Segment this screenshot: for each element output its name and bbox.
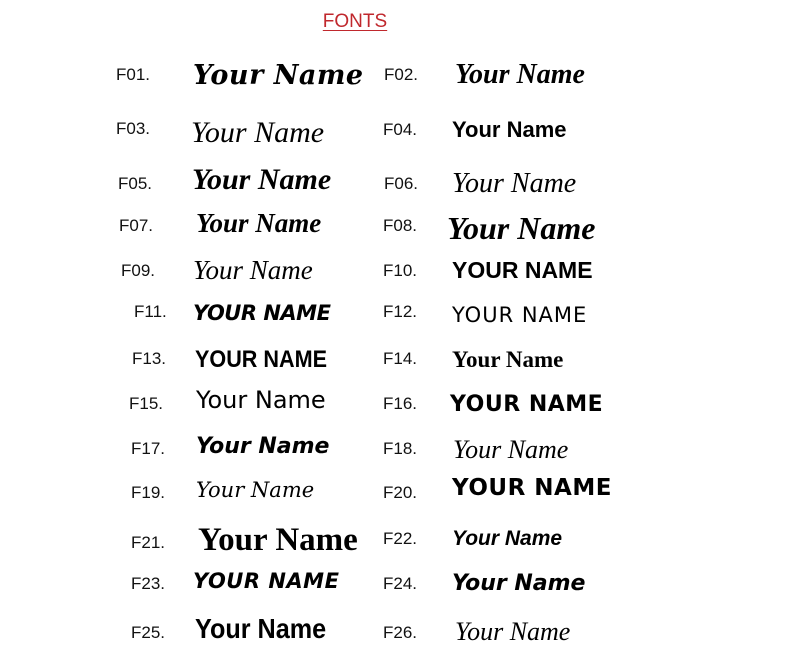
- font-sample: YOUR NAME: [452, 303, 588, 327]
- font-code: F18.: [383, 439, 418, 458]
- font-sample: Your Name: [455, 617, 571, 646]
- font-code: F20.: [383, 483, 418, 502]
- font-code: F16.: [383, 394, 418, 413]
- font-code: F19.: [131, 483, 166, 502]
- font-sample: Your Name: [196, 208, 322, 238]
- font-code: F03.: [116, 119, 151, 138]
- font-sample: YOUR NAME: [450, 392, 604, 417]
- font-sample: YOUR NAME: [193, 301, 331, 325]
- font-code: F15.: [129, 394, 164, 413]
- font-code: F22.: [383, 529, 418, 548]
- font-sample: YOUR NAME: [195, 346, 328, 373]
- font-code: F13.: [132, 349, 167, 368]
- font-code: F06.: [384, 174, 419, 193]
- font-sample: YOUR NAME: [193, 569, 340, 593]
- font-sample: YOUR NAME: [452, 475, 612, 501]
- font-code: F09.: [121, 261, 156, 280]
- font-code: F01.: [116, 65, 151, 84]
- font-sample: Your Name: [193, 60, 364, 91]
- font-code: F10.: [383, 261, 418, 280]
- font-sample: Your Name: [196, 434, 330, 459]
- font-code: F04.: [383, 120, 418, 139]
- font-code: F14.: [383, 349, 418, 368]
- font-sample: Your Name: [452, 168, 577, 199]
- font-code: F02.: [384, 65, 419, 84]
- font-sample: Your Name: [453, 435, 569, 464]
- font-sample: Your Name: [196, 386, 326, 414]
- font-sample: Your Name: [195, 613, 327, 644]
- font-sample: Your Name: [196, 478, 315, 502]
- font-code: F07.: [119, 216, 154, 235]
- font-code: F24.: [383, 574, 418, 593]
- font-sample: Your Name: [191, 116, 325, 149]
- font-code: F12.: [383, 302, 418, 321]
- font-sample: Your Name: [193, 255, 313, 285]
- font-code: F25.: [131, 623, 166, 642]
- font-sample: Your Name: [192, 163, 332, 196]
- page-title: FONTS: [322, 11, 388, 32]
- font-code: F11.: [134, 302, 167, 321]
- font-sample: Your Name: [455, 59, 585, 90]
- font-sample: Your Name: [452, 527, 563, 550]
- font-sample: YOUR NAME: [452, 257, 593, 283]
- font-code: F05.: [118, 174, 153, 193]
- font-sample: Your Name: [198, 522, 358, 558]
- font-sample: Your Name: [452, 571, 586, 596]
- font-code: F23.: [131, 574, 166, 593]
- font-sample: Your Name: [452, 117, 567, 142]
- font-sample: Your Name: [452, 347, 564, 372]
- font-code: F26.: [383, 623, 418, 642]
- font-code: F17.: [131, 439, 166, 458]
- font-code: F21.: [131, 533, 166, 552]
- font-sample: Your Name: [447, 210, 596, 246]
- font-code: F08.: [383, 216, 418, 235]
